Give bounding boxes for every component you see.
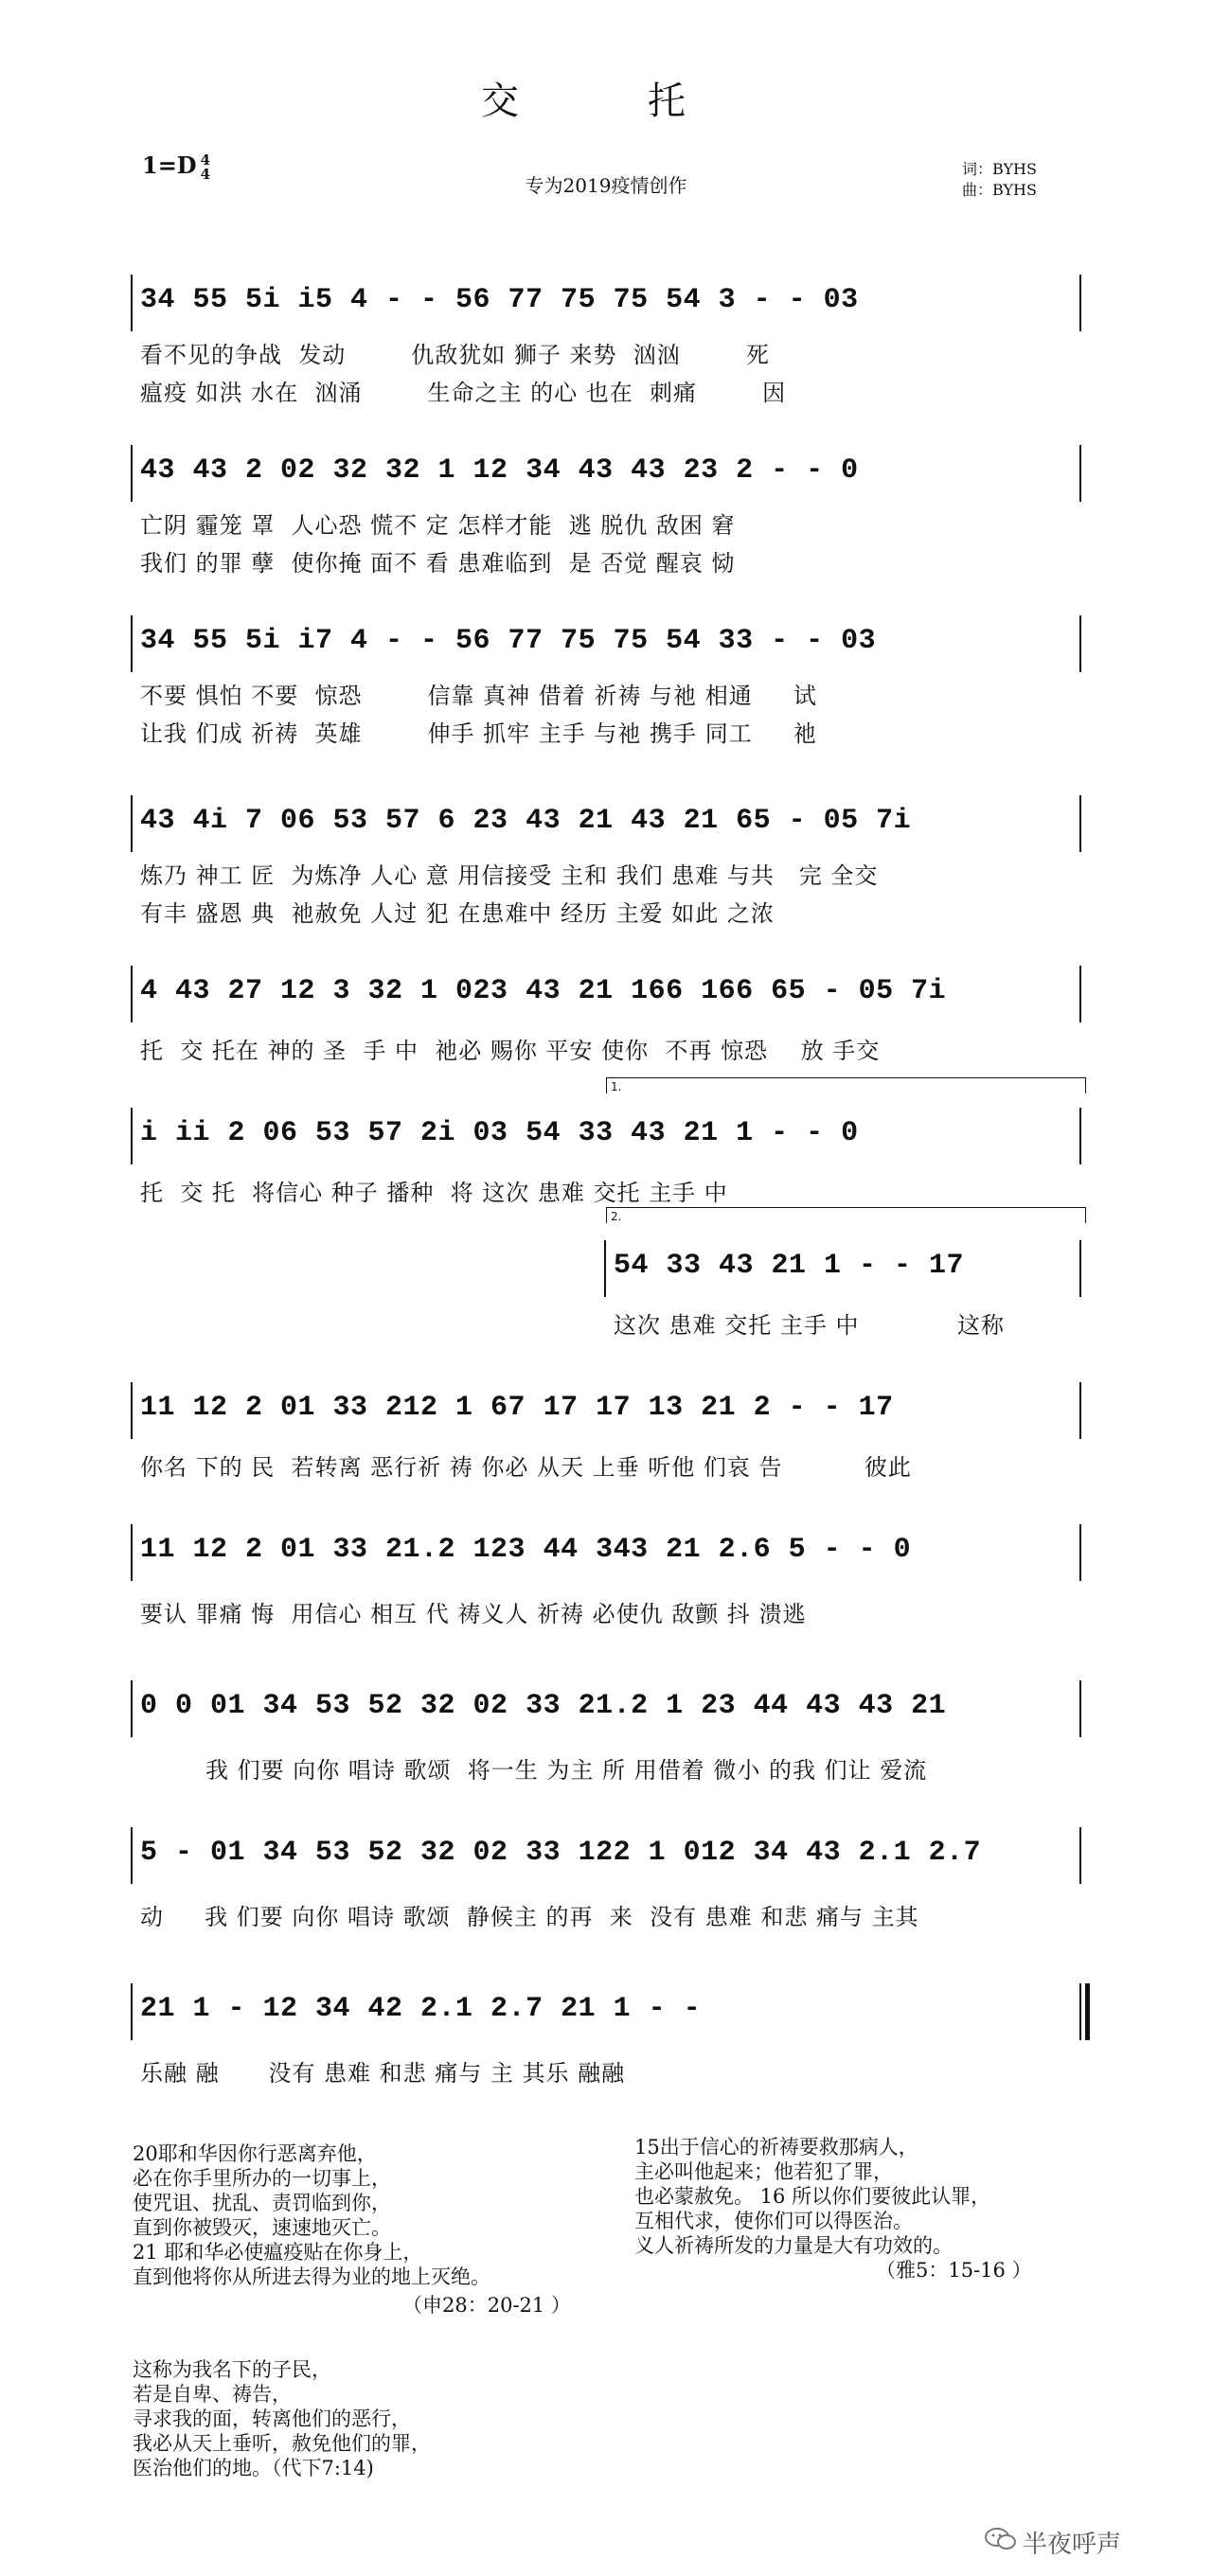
lyric-line-1: 看不见的争战 发动 仇敌犹如 狮子 来势 汹汹 死 xyxy=(140,342,770,368)
time-signature-top: 4 xyxy=(200,151,211,169)
notation-line: 11 12 2 01 33 212 1 67 17 17 13 21 2 - - 17 xyxy=(140,1392,894,1424)
lyric-line-1: 这次 患难 交托 主手 中 这称 xyxy=(614,1312,1006,1339)
notation-line: 0 0 01 34 53 52 32 02 33 21.2 1 23 44 43 43 21 xyxy=(140,1690,947,1722)
barline xyxy=(131,1382,133,1439)
verse-chronicles: 这称为我名下的子民， 若是自卑、祷告， 寻求我的面，转离他们的恶行， 我必从天上垂听，赦免他们的罪， 医治他们的地。（代下7:14) xyxy=(133,2358,431,2479)
notation-line: 5 - 01 34 53 52 32 02 33 122 1 012 34 43 2.1 2.7 xyxy=(140,1837,982,1869)
barline xyxy=(1079,1108,1081,1164)
barline xyxy=(1079,795,1081,852)
lyric-line-1: 炼乃 神工 匠 为炼净 人心 意 用信接受 主和 我们 患难 与共 完 全交 xyxy=(140,862,879,889)
time-signature-bottom: 4 xyxy=(200,165,211,183)
barline xyxy=(131,795,133,852)
composer: 曲：BYHS xyxy=(962,181,1037,199)
barline xyxy=(1079,966,1081,1022)
barline xyxy=(131,615,133,672)
lyric-line-1: 你名 下的 民 若转离 恶行祈 祷 你必 从天 上垂 听他 们哀 告 彼此 xyxy=(140,1454,912,1481)
key-label: 1=D xyxy=(142,151,197,179)
verse-james-ref: （雅5：15-16 ） xyxy=(876,2259,1032,2282)
final-barline-thick xyxy=(1085,1983,1090,2040)
barline xyxy=(131,1108,133,1164)
verse-deuteronomy-ref: （申28：20-21 ） xyxy=(402,2294,571,2317)
volta-bracket-1 xyxy=(606,1077,1086,1093)
barline xyxy=(604,1240,606,1297)
notation-line: 11 12 2 01 33 21.2 123 44 343 21 2.6 5 - - 0 xyxy=(140,1534,912,1566)
verse-james: 15出于信心的祈祷要救那病人， 主必叫他起来；他若犯了罪， 也必蒙赦免。 16 所以你们要彼此认罪， 互相代求，使你们可以得医治。 义人祈祷所发的力量是大有功效的。 xyxy=(634,2136,991,2257)
barline xyxy=(131,1983,133,2040)
volta-label: 2. xyxy=(611,1210,622,1223)
lyric-line-1: 托 交 托在 神的 圣 手 中 祂必 赐你 平安 使你 不再 惊恐 放 手交 xyxy=(140,1038,881,1064)
notation-line: 54 33 43 21 1 - - 17 xyxy=(614,1250,965,1282)
barline xyxy=(1079,1382,1081,1439)
notation-line: i ii 2 06 53 57 2i 03 54 33 43 21 1 - - 0 xyxy=(140,1117,859,1149)
lyric-line-1: 亡阴 霾笼 罩 人心恐 慌不 定 怎样才能 逃 脱仇 敌困 窘 xyxy=(140,512,736,539)
volta-bracket-2 xyxy=(606,1207,1086,1223)
lyric-line-1: 乐融 融 没有 患难 和悲 痛与 主 其乐 融融 xyxy=(140,2060,626,2087)
barline xyxy=(131,275,133,331)
lyric-line-2: 让我 们成 祈祷 英雄 伸手 抓牢 主手 与祂 携手 同工 祂 xyxy=(140,720,817,747)
barline xyxy=(1079,1827,1081,1884)
lyric-line-2: 瘟疫 如洪 水在 汹涌 生命之主 的心 也在 刺痛 因 xyxy=(140,380,787,406)
barline xyxy=(1079,275,1081,331)
final-barline-thin xyxy=(1079,1983,1081,2040)
lyric-line-1: 动 我 们要 向你 唱诗 歌颂 静候主 的再 来 没有 患难 和悲 痛与 主其 xyxy=(140,1904,919,1930)
barline xyxy=(131,1524,133,1581)
verse-deuteronomy: 20耶和华因你行恶离弃他， 必在你手里所办的一切事上， 使咒诅、扰乱、责罚临到你， 直到你被毁灭，速速地灭亡。 21 耶和华必使瘟疫贴在你身上， 直到他将你从所进去得为业的地上灭绝。 xyxy=(133,2142,490,2288)
notation-line: 4 43 27 12 3 32 1 023 43 21 166 166 65 - 05 7i xyxy=(140,975,947,1007)
barline xyxy=(1079,445,1081,502)
barline xyxy=(131,966,133,1022)
lyric-line-1: 托 交 托 将信心 种子 播种 将 这次 患难 交托 主手 中 xyxy=(140,1180,728,1206)
subtitle: 专为2019疫情创作 xyxy=(525,174,687,197)
notation-line: 34 55 5i i7 4 - - 56 77 75 75 54 33 - - 03 xyxy=(140,625,877,657)
barline xyxy=(1079,1680,1081,1737)
barline xyxy=(1079,1524,1081,1581)
barline xyxy=(131,1680,133,1737)
notation-line: 34 55 5i i5 4 - - 56 77 75 75 54 3 - - 03 xyxy=(140,284,859,316)
watermark-text: 半夜呼声 xyxy=(1023,2531,1122,2559)
page-title: 交 托 xyxy=(481,80,731,123)
lyricist: 词：BYHS xyxy=(962,160,1037,178)
credits xyxy=(962,159,1037,201)
notation-line: 43 43 2 02 32 32 1 12 34 43 43 23 2 - - 0 xyxy=(140,454,859,487)
barline xyxy=(1079,1240,1081,1297)
lyric-line-1: 不要 惧怕 不要 惊恐 信靠 真神 借着 祈祷 与祂 相通 试 xyxy=(140,683,817,709)
lyric-line-1: 我 们要 向你 唱诗 歌颂 将一生 为主 所 用借着 微小 的我 们让 爱流 xyxy=(140,1757,928,1784)
lyric-line-2: 我们 的罪 孽 使你掩 面不 看 患难临到 是 否觉 醒哀 恸 xyxy=(140,550,736,577)
volta-label: 1. xyxy=(611,1080,622,1093)
barline xyxy=(1079,615,1081,672)
barline xyxy=(131,445,133,502)
wechat-icon xyxy=(985,2527,1017,2551)
notation-line: 43 4i 7 06 53 57 6 23 43 21 43 21 65 - 05 7i xyxy=(140,805,912,837)
notation-line: 21 1 - 12 34 42 2.1 2.7 21 1 - - xyxy=(140,1993,702,2025)
lyric-line-1: 要认 罪痛 悔 用信心 相互 代 祷义人 祈祷 必使仇 敌颤 抖 溃逃 xyxy=(140,1601,807,1627)
lyric-line-2: 有丰 盛恩 典 祂赦免 人过 犯 在患难中 经历 主爱 如此 之浓 xyxy=(140,900,775,927)
barline xyxy=(131,1827,133,1884)
